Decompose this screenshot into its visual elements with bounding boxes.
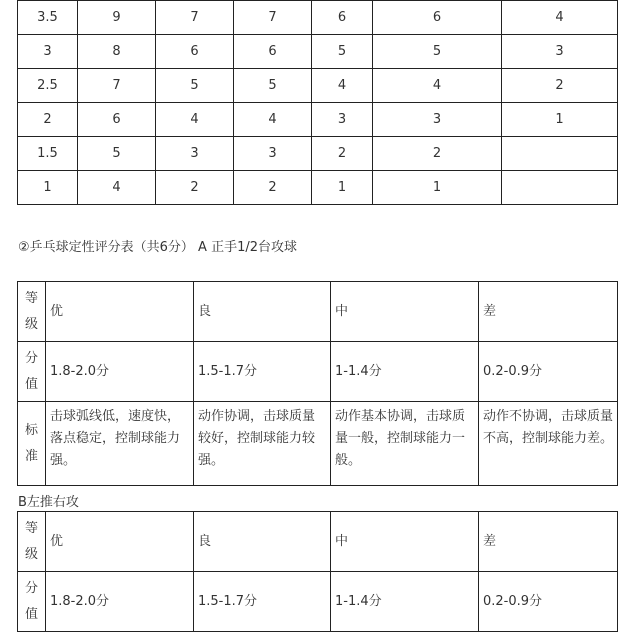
table-cell: 4 — [502, 1, 618, 35]
table-cell: 2.5 — [18, 69, 78, 103]
standard-header-cell: 标 准 — [18, 402, 46, 486]
score-medium: 1-1.4分 — [331, 572, 479, 632]
table-cell: 6 — [312, 1, 373, 35]
grade-medium: 中 — [331, 512, 479, 572]
rubric-a-caption: ②乒乓球定性评分表（共6分） A 正手1/2台攻球 — [18, 240, 298, 255]
table-cell: 9 — [78, 1, 156, 35]
table-row — [18, 171, 618, 205]
table-cell: 3 — [312, 103, 373, 137]
table-cell: 7 — [78, 69, 156, 103]
table-cell: 3 — [18, 35, 78, 69]
grade-header-cell: 等 级 — [18, 512, 46, 572]
table-cell: 1 — [312, 171, 373, 205]
standard-good: 动作协调，击球质量较好，控制球能力较强。 — [194, 402, 331, 486]
score-row — [18, 342, 618, 402]
rubric-table-a — [17, 281, 618, 486]
table-cell: 8 — [78, 35, 156, 69]
table-cell: 6 — [234, 35, 312, 69]
table-cell: 2 — [18, 103, 78, 137]
table-cell — [502, 171, 618, 205]
score-poor: 0.2-0.9分 — [479, 342, 618, 402]
table-cell: 6 — [156, 35, 234, 69]
rubric-b-caption: B左推右攻 — [18, 495, 79, 510]
standard-poor: 动作不协调，击球质量不高，控制球能力差。 — [479, 402, 618, 486]
score-excellent: 1.8-2.0分 — [46, 572, 194, 632]
table-cell: 4 — [156, 103, 234, 137]
table-cell: 4 — [373, 69, 502, 103]
table-row — [18, 69, 618, 103]
table-cell: 2 — [312, 137, 373, 171]
table-cell: 2 — [156, 171, 234, 205]
grade-header-cell: 等 级 — [18, 282, 46, 342]
table-cell: 1 — [373, 171, 502, 205]
table-cell: 7 — [156, 1, 234, 35]
table-cell: 2 — [502, 69, 618, 103]
score-poor: 0.2-0.9分 — [479, 572, 618, 632]
score-medium: 1-1.4分 — [331, 342, 479, 402]
score-excellent: 1.8-2.0分 — [46, 342, 194, 402]
table-cell: 3 — [373, 103, 502, 137]
score-header-cell: 分 值 — [18, 572, 46, 632]
table-cell: 5 — [156, 69, 234, 103]
table-cell: 3 — [234, 137, 312, 171]
table-cell: 2 — [373, 137, 502, 171]
table-cell: 7 — [234, 1, 312, 35]
standard-row — [18, 402, 618, 486]
grade-medium: 中 — [331, 282, 479, 342]
grade-good: 良 — [194, 512, 331, 572]
grade-excellent: 优 — [46, 282, 194, 342]
standard-excellent: 击球弧线低，速度快，落点稳定，控制球能力强。 — [46, 402, 194, 486]
score-table — [17, 0, 618, 205]
score-good: 1.5-1.7分 — [194, 342, 331, 402]
table-cell: 3.5 — [18, 1, 78, 35]
table-row — [18, 1, 618, 35]
grade-good: 良 — [194, 282, 331, 342]
grade-poor: 差 — [479, 282, 618, 342]
grade-row — [18, 512, 618, 572]
table-cell: 4 — [312, 69, 373, 103]
table-cell: 1 — [502, 103, 618, 137]
table-cell — [502, 137, 618, 171]
table-row — [18, 35, 618, 69]
grade-row — [18, 282, 618, 342]
table-cell: 4 — [234, 103, 312, 137]
table-cell: 1.5 — [18, 137, 78, 171]
table-cell: 6 — [373, 1, 502, 35]
table-cell: 3 — [156, 137, 234, 171]
standard-medium: 动作基本协调，击球质量一般，控制球能力一般。 — [331, 402, 479, 486]
table-cell: 5 — [78, 137, 156, 171]
table-cell: 6 — [78, 103, 156, 137]
table-row — [18, 137, 618, 171]
table-cell: 2 — [234, 171, 312, 205]
table-cell: 1 — [18, 171, 78, 205]
table-cell: 5 — [234, 69, 312, 103]
table-cell: 4 — [78, 171, 156, 205]
grade-poor: 差 — [479, 512, 618, 572]
table-cell: 5 — [312, 35, 373, 69]
score-header-cell: 分 值 — [18, 342, 46, 402]
score-row — [18, 572, 618, 632]
grade-excellent: 优 — [46, 512, 194, 572]
score-good: 1.5-1.7分 — [194, 572, 331, 632]
table-row — [18, 103, 618, 137]
table-cell: 5 — [373, 35, 502, 69]
table-cell: 3 — [502, 35, 618, 69]
rubric-table-b — [17, 511, 618, 632]
